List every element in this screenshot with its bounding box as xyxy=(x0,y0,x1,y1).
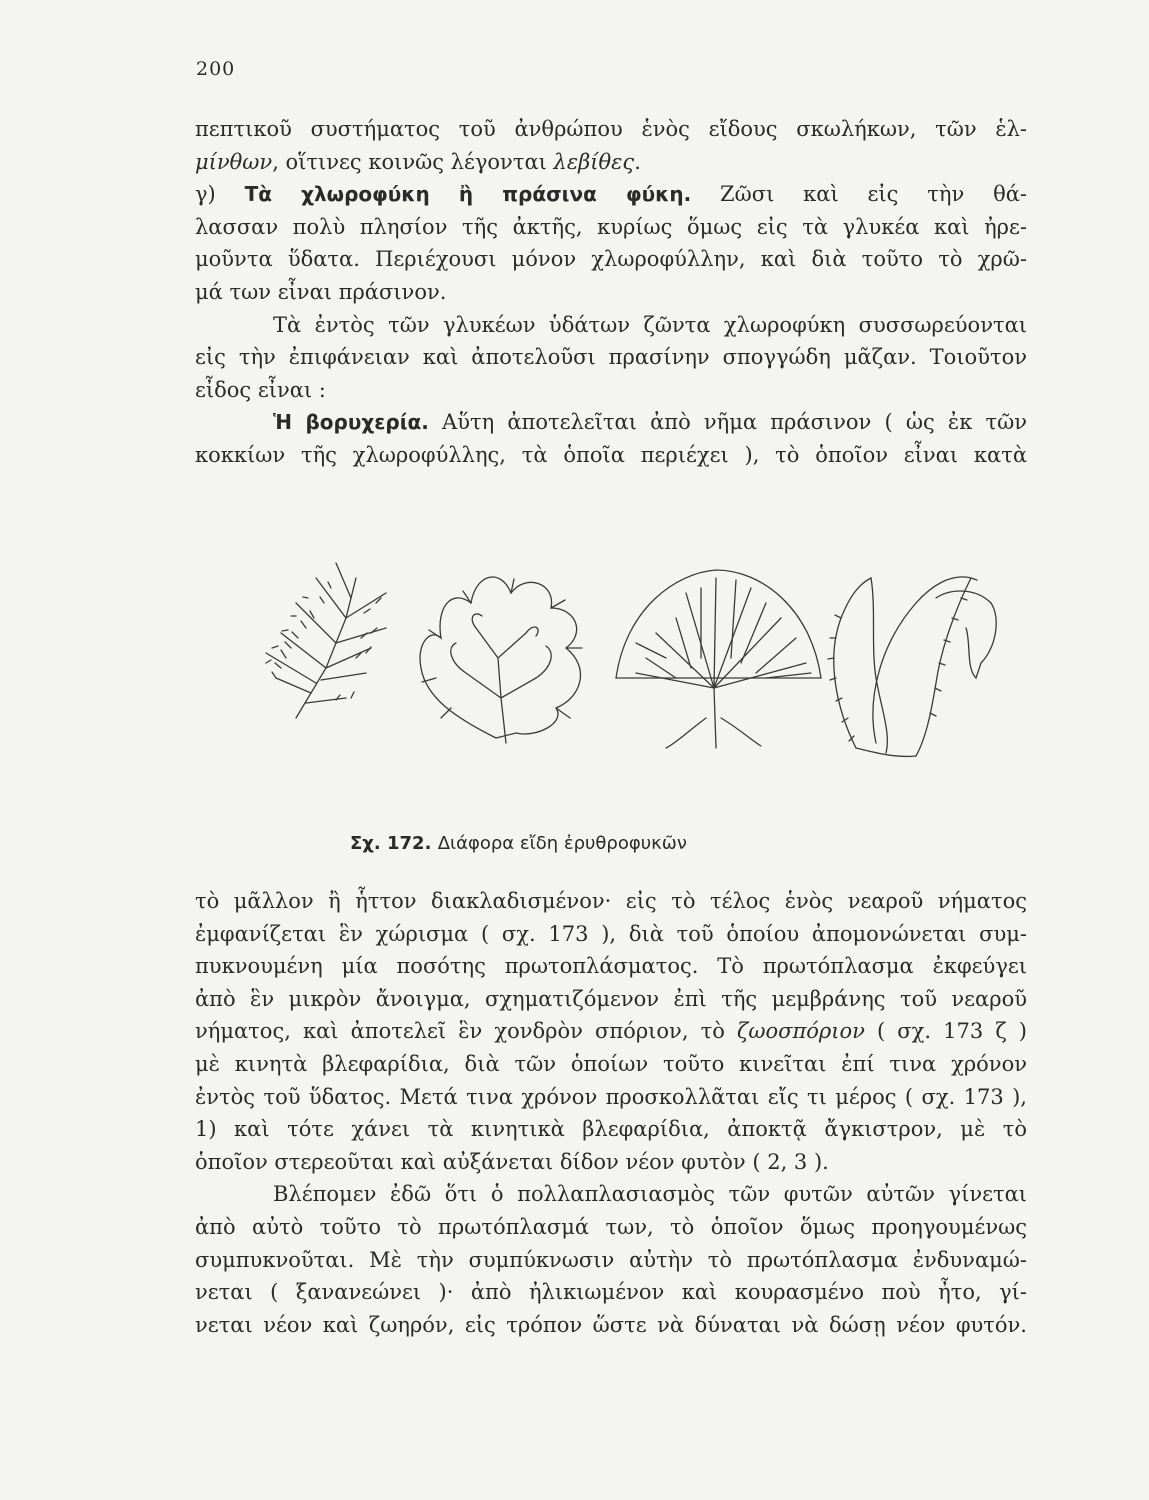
algae-feathery-drawing xyxy=(266,563,386,718)
paragraph-6-line-2: ἀπὸ αὐτὸ τοῦτο τὸ πρωτόπλασμά των, τὸ ὁποῖον ὅμως προηγουμένως xyxy=(195,1214,1027,1239)
paragraph-4-line-2: κοκκίων τῆς χλωροφύλλης, τὰ ὁποῖα περιέχει ), τὸ ὁποῖον εἶναι κατὰ xyxy=(195,442,1027,467)
paragraph-5-line-9: ὁποῖον στερεοῦται καὶ αὐξάνεται δίδον νέον φυτὸν ( 2, 3 ). xyxy=(195,1149,829,1174)
section-label: γ) xyxy=(195,182,216,207)
paragraph-2-line-2: λασσαν πολὺ πλησίον τῆς ἀκτῆς, κυρίως ὅμως εἰς τὰ γλυκέα καὶ ἠρε- xyxy=(195,214,1027,239)
paragraph-2-line-1-text: Ζῶσι καὶ εἰς τὴν θά- xyxy=(720,182,1027,207)
figure-caption xyxy=(350,833,950,854)
paragraph-5-line-7: ἐντὸς τοῦ ὕδατος. Μετά τινα χρόνον προσκολλᾶται εἴς τι μέρος ( σχ. 173 ), xyxy=(195,1084,1027,1109)
paragraph-6-line-5: νεται νέον καὶ ζωηρόν, εἰς τρόπον ὥστε νὰ δύναται νὰ δώσῃ νέον φυτόν. xyxy=(195,1312,1027,1337)
paragraph-3-line-1: Τὰ ἐντὸς τῶν γλυκέων ὑδάτων ζῶντα χλωροφύκη συσσωρεύονται xyxy=(273,312,1027,337)
paragraph-1-line-2-end: . xyxy=(634,149,641,174)
text-block-top xyxy=(195,113,1027,472)
text-block-bottom xyxy=(195,885,1027,1341)
term-zoospore: ζωοσπόριον xyxy=(736,1019,865,1044)
paragraph-6-line-1: Βλέπομεν ἐδῶ ὅτι ὁ πολλαπλασιασμὸς τῶν φυτῶν αὐτῶν γίνεται xyxy=(273,1182,1027,1207)
paragraph-3-line-3: εἶδος εἶναι : xyxy=(195,377,326,402)
figure-caption-label: Σχ. 172. xyxy=(350,833,432,854)
paragraph-2-line-1 xyxy=(195,178,1027,211)
paragraph-5-line-5-b: ( σχ. 173 ζ ) xyxy=(864,1019,1027,1044)
term-helminths: μίνθων xyxy=(195,149,273,174)
section-heading-boryxeria: Ἡ βορυχερία. xyxy=(273,410,429,435)
paragraph-1-line-2 xyxy=(195,146,1027,179)
algae-fan-drawing xyxy=(616,570,821,748)
paragraph-5-line-8: 1) καὶ τότε χάνει τὰ κινητικὰ βλεφαρίδια, ἀποκτᾷ ἄγκιστρον, μὲ τὸ xyxy=(195,1117,1027,1142)
paragraph-3-line-2: εἰς τὴν ἐπιφάνειαν καὶ ἀποτελοῦσι πρασίνην σπογγώδη μᾶζαν. Τοιοῦτον xyxy=(195,345,1027,370)
paragraph-6-line-3: συμπυκνοῦται. Μὲ τὴν συμπύκνωσιν αὐτὴν τὸ πρωτόπλασμα ἐνδυναμώ- xyxy=(195,1247,1027,1272)
paragraph-2-line-4: μά των εἶναι πράσινον. xyxy=(195,279,447,304)
paragraph-4-line-1 xyxy=(195,406,1027,439)
algae-illustrations xyxy=(236,548,1036,768)
figure-caption-text: Διάφορα εἴδη ἐρυθροφυκῶν xyxy=(437,833,687,854)
paragraph-4-line-1-text: Αὕτη ἀποτελεῖται ἀπὸ νῆμα πράσινον ( ὡς ἐκ τῶν xyxy=(442,410,1028,435)
page-number: 200 xyxy=(196,58,236,80)
paragraph-5-line-5-a: νήματος, καὶ ἀποτελεῖ ἓν χονδρὸν σπόριον, τὸ xyxy=(195,1019,737,1044)
paragraph-5-line-5 xyxy=(195,1015,1027,1048)
paragraph-2-line-3: μοῦντα ὕδατα. Περιέχουσι μόνον χλωροφύλλην, καὶ διὰ τοῦτο τὸ χρῶ- xyxy=(195,247,1027,272)
figure-172-algae xyxy=(236,548,1036,768)
paragraph-5-line-3: πυκνουμένη μία ποσότης πρωτοπλάσματος. Τὸ πρωτόπλασμα ἐκφεύγει xyxy=(195,954,1027,979)
paragraph-5-line-1: τὸ μᾶλλον ἢ ἧττον διακλαδισμένον· εἰς τὸ τέλος ἑνὸς νεαροῦ νήματος xyxy=(195,889,1027,913)
algae-lobed-drawing xyxy=(420,577,582,743)
term-lebithes: λεβίθες xyxy=(553,149,635,174)
algae-ribbon-drawing xyxy=(828,577,996,757)
paragraph-5-line-6: μὲ κινητὰ βλεφαρίδια, διὰ τῶν ὁποίων τοῦτο κινεῖται ἐπί τινα χρόνον xyxy=(195,1051,1027,1076)
paragraph-1-line-2-text: , οἵτινες κοινῶς λέγονται xyxy=(272,149,554,174)
paragraph-6-line-4: νεται ( ξανανεώνει )· ἀπὸ ἠλικιωμένον καὶ κουρασμένο ποὺ ἦτο, γί- xyxy=(195,1280,1027,1305)
paragraph-1-line-1: πεπτικοῦ συστήματος τοῦ ἀνθρώπου ἑνὸς εἴδους σκωλήκων, τῶν ἑλ- xyxy=(195,117,1027,141)
section-heading-chlorophyta: Τὰ χλωροφύκη ἢ πράσινα φύκη. xyxy=(244,182,692,207)
paragraph-5-line-4: ἀπὸ ἓν μικρὸν ἄνοιγμα, σχηματιζόμενον ἐπὶ τῆς μεμβράνης τοῦ νεαροῦ xyxy=(195,986,1027,1011)
paragraph-5-line-2: ἐμφανίζεται ἓν χώρισμα ( σχ. 173 ), διὰ τοῦ ὁποίου ἀπομονώνεται συμ- xyxy=(195,921,1027,946)
